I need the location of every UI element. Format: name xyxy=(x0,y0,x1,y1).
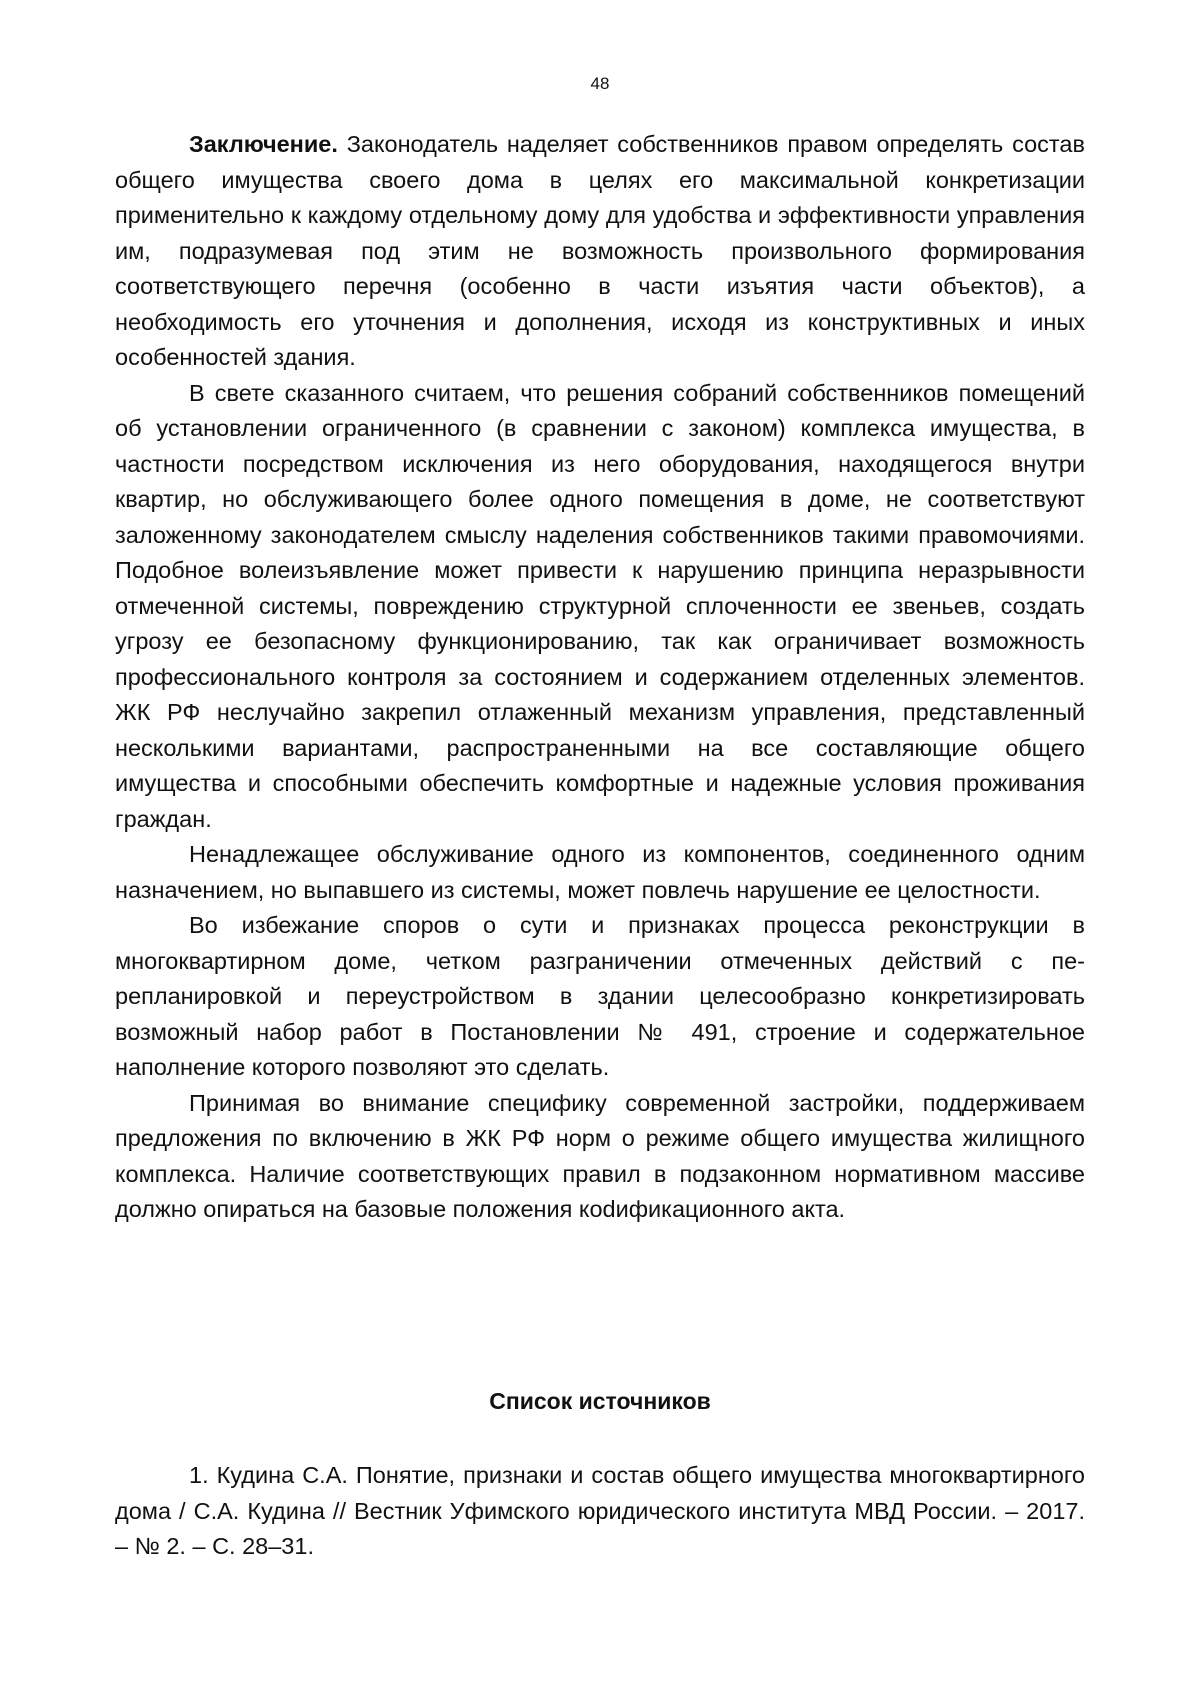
page-number: 48 xyxy=(590,74,610,93)
conclusion-text: Законодатель наделяет собственников правом определять состав общего имущества своего дома в целях его максимальной конкретизации применительно к каждому отдельному дому для удобства и эффективности управления им, подразумевая под этим не возможность произвольного формирования соответствующего перечня (особенно в части изъятия части объектов), а необходимость его уточнения и дополнения, исходя из конструктивных и иных особенностей здания. xyxy=(115,131,1085,370)
body-text xyxy=(115,127,1085,1228)
sources-list xyxy=(115,1458,1085,1565)
sources-title: Список источников xyxy=(489,1388,711,1414)
paragraph-2: В свете сказанного считаем, что решения собраний собственников помещений об установлении ограниченного (в сравнении с законом) комплекса имущества, в частности посредством исключения из него оборудования, находящегося внутри квартир, но обслуживающего более одного помещения в доме, не соответствуют заложенному законодателем смыслу наделения собственников такими правомочиями. Подобное волеизъявление может привести к нарушению принципа неразрывности отмеченной системы, повреждению структурной сплоченности ее звеньев, создать угрозу ее безопасному функционированию, так как ограничивает возможность профессионального контроля за состоянием и содержанием отделенных элементов. ЖК РФ неслучайно закрепил отлаженный механизм управления, представленный несколькими вариантами, распространенными на все составляющие общего имущества и способными обеспечить комфортные и надежные условия проживания граждан. xyxy=(115,379,1085,832)
paragraph-3: Ненадлежащее обслуживание одного из компонентов, соединенного одним назначением, но выпавшего из системы, может повлечь нарушение ее целостности. xyxy=(115,841,1085,903)
source-item: 1. Кудина С.А. Понятие, признаки и состав общего имущества многоквартирного дома / С.А. Кудина // Вестник Уфимского юридического института МВД России. – 2017. – № 2. – С. 28–31. xyxy=(115,1462,1085,1559)
paragraph-conclusion xyxy=(115,127,1085,376)
paragraph-4: Во избежание споров о сути и признаках процесса реконструкции в многоквартирном доме, четком разграничении отмеченных действий с перепланировкой и переустройством в здании целесообразно конкретизировать возможный набор работ в Постановлении № 491, строение и содержательное наполнение которого позволяют это сделать. xyxy=(115,912,1085,1080)
paragraph-5: Принимая во внимание специфику современной застройки, поддерживаем предложения по включению в ЖК РФ норм о режиме общего имущества жилищного комплекса. Наличие соответствующих правил в подзаконном нормативном массиве должно опираться на базовые положения коdификационного акта. xyxy=(115,1089,1085,1222)
conclusion-heading: Заключение. xyxy=(189,131,338,157)
